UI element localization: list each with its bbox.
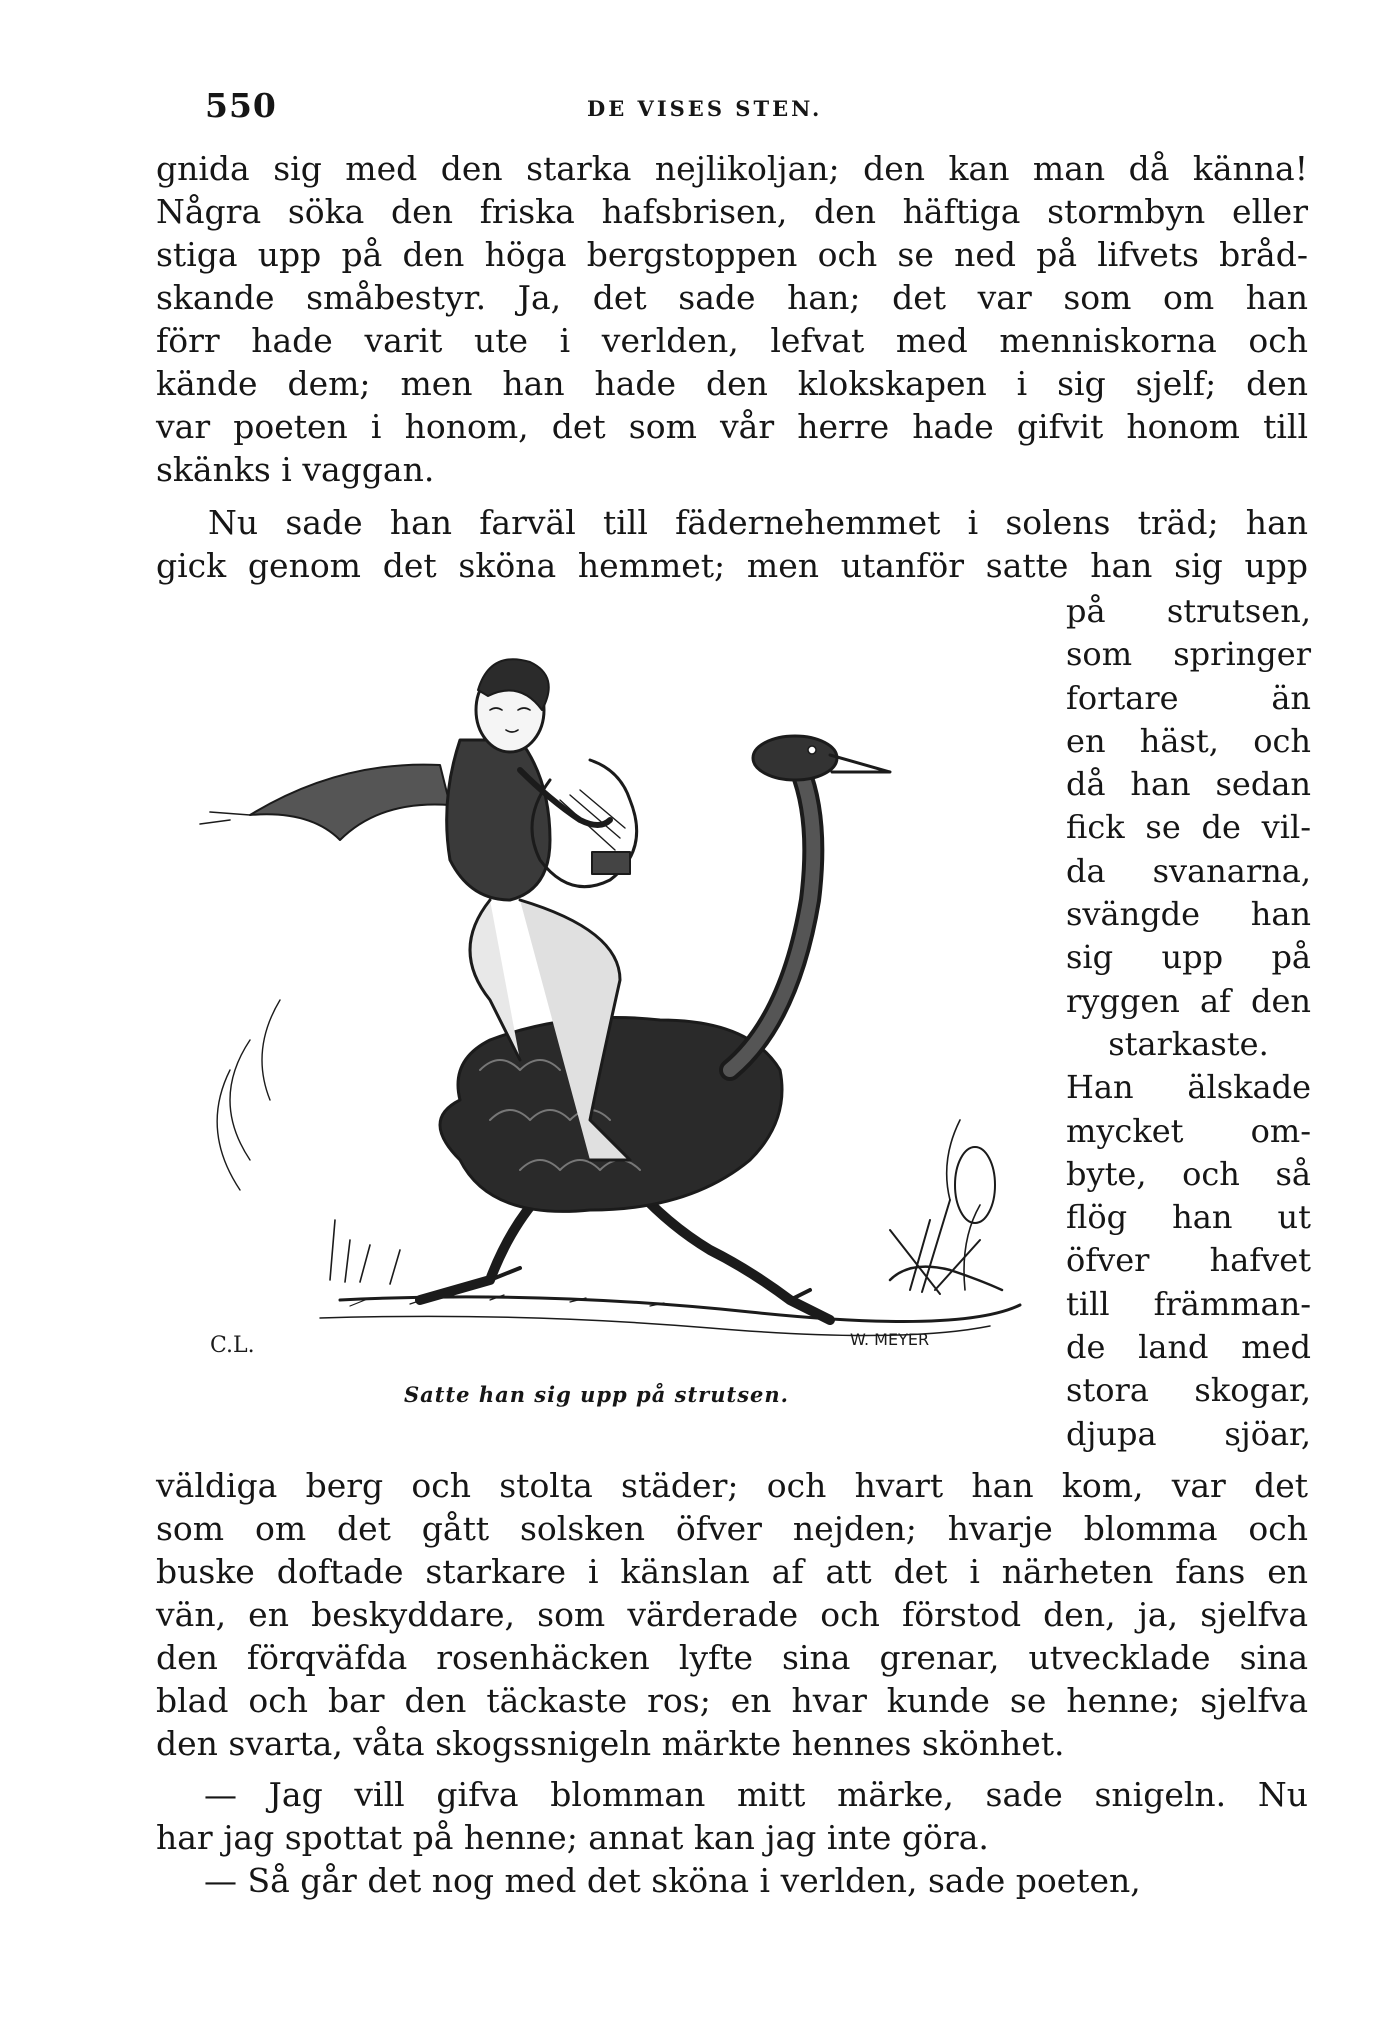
column-line: till främman-: [1066, 1284, 1311, 1323]
text-line: stiga upp på den höga bergstoppen och se ned på lifvets bråd-: [156, 235, 1308, 274]
ostrich-rider-illustration: [190, 600, 1042, 1370]
paragraph-4: [156, 1773, 1308, 1859]
column-line: öfver hafvet: [1066, 1241, 1311, 1280]
text-line: som om det gått solsken öfver nejden; hvarje blomma och: [156, 1509, 1308, 1548]
text-line: gnida sig med den starka nejlikoljan; den kan man då känna!: [156, 149, 1308, 188]
text-line: den förqväfda rosenhäcken lyfte sina grenar, utvecklade sina: [156, 1638, 1308, 1677]
column-line: de land med: [1066, 1328, 1311, 1367]
text-line: Nu sade han farväl till fädernehemmet i solens träd; han: [208, 503, 1308, 542]
paragraph-5: [156, 1859, 1308, 1902]
column-line: da svanarna,: [1066, 851, 1311, 890]
paragraph-2: [156, 501, 1308, 587]
text-line: har jag spottat på henne; annat kan jag inte göra.: [156, 1818, 989, 1857]
text-line: skänks i vaggan.: [156, 450, 435, 489]
column-line: flög han ut: [1066, 1198, 1311, 1237]
column-line: på strutsen,: [1066, 592, 1311, 630]
column-line: fick se de vil-: [1066, 808, 1311, 847]
text-line: skande småbestyr. Ja, det sade han; det var som om han: [156, 278, 1308, 317]
column-line: svängde han: [1066, 895, 1311, 934]
text-line: — Jag vill gifva blomman mitt märke, sade snigeln. Nu: [204, 1775, 1308, 1814]
text-line: förr hade varit ute i verlden, lefvat med menniskorna och: [156, 321, 1308, 360]
running-head: DE VISES STEN.: [587, 96, 823, 121]
column-line: byte, och så: [1066, 1154, 1311, 1193]
text-line: var poeten i honom, det som vår herre hade gifvit honom till: [156, 407, 1308, 446]
page-number: 550: [205, 86, 277, 125]
column-line: djupa sjöar,: [1066, 1414, 1311, 1453]
text-line: — Så går det nog med det sköna i verlden, sade poeten,: [204, 1861, 1141, 1900]
text-line: kände dem; men han hade den klokskapen i sig sjelf; den: [156, 364, 1308, 403]
column-line: som springer: [1066, 635, 1311, 674]
engraver-signature: W. MEYER: [850, 1330, 930, 1349]
text-line: den svarta, våta skogssnigeln märkte hennes skönhet.: [156, 1724, 1065, 1763]
text-line: Några söka den friska hafsbrisen, den häftiga stormbyn eller: [156, 192, 1308, 231]
column-line: fortare än: [1066, 678, 1311, 717]
text-line: blad och bar den täckaste ros; en hvar kunde se henne; sjelfva: [156, 1681, 1308, 1720]
column-line: starkaste.: [1108, 1024, 1269, 1063]
illustrator-monogram: C.L.: [210, 1333, 255, 1358]
column-line: mycket om-: [1066, 1111, 1311, 1150]
column-line: ryggen af den: [1066, 981, 1311, 1020]
text-line: buske doftade starkare i känslan af att det i närheten fans en: [156, 1552, 1308, 1591]
paragraph-3: [156, 1464, 1308, 1765]
column-line: sig upp på: [1066, 938, 1311, 977]
column-line: Han älskade: [1066, 1068, 1311, 1107]
column-line: då han sedan: [1066, 765, 1311, 804]
side-column: [1066, 590, 1311, 1456]
column-line: en häst, och: [1066, 721, 1311, 760]
column-line: stora skogar,: [1066, 1371, 1311, 1410]
text-line: väldiga berg och stolta städer; och hvart han kom, var det: [156, 1466, 1308, 1505]
text-line: vän, en beskyddare, som värderade och förstod den, ja, sjelfva: [156, 1595, 1308, 1634]
text-line: gick genom det sköna hemmet; men utanför satte han sig upp: [156, 546, 1308, 585]
paragraph-1: [156, 147, 1308, 491]
illustration-caption: Satte han sig upp på strutsen.: [404, 1382, 789, 1407]
